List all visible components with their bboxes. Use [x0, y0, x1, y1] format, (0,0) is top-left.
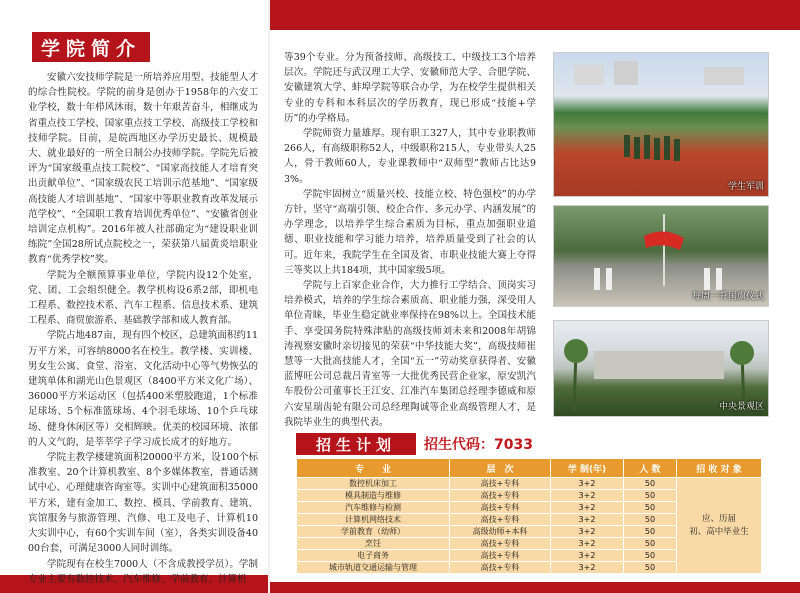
table-row	[297, 478, 762, 490]
military-training-photo	[553, 52, 769, 197]
quota-cell: 50	[624, 526, 677, 538]
column-header: 层 次	[450, 459, 551, 478]
intro-paragraph: 学院占地487亩，现有四个校区，总建筑面积约11万平方米，可容纳8000名在校生。教学楼、实训楼、男女生公寓、食堂、浴室、文化活动中心等气势恢弘的建筑单体和湖光山色景观区（8400平方米文化广场）、36000平方米运动区（包括400米塑胶跑道，1个标准足球场、5个标准篮球场、4个羽毛球场、10个乒乓球场、健身休闲区等）交相辉映。优美的校园环境、浓郁的人文气韵，是莘莘学子学习成长成才的好地方。	[28, 330, 258, 448]
quota-cell: 50	[624, 514, 677, 526]
target-line: 初、高中毕业生	[689, 526, 749, 537]
level-cell: 高技+专科	[450, 562, 551, 574]
major-cell: 汽车维修与检测	[297, 502, 450, 514]
military-training-illustration	[554, 53, 768, 196]
admission-plan-table	[296, 458, 762, 574]
target-line: 应、历届	[701, 513, 736, 524]
quota-cell: 50	[624, 550, 677, 562]
duration-cell: 3+2	[551, 526, 624, 538]
duration-cell: 3+2	[551, 502, 624, 514]
intro-text-column	[28, 70, 258, 587]
major-cell: 城市轨道交通运输与管理	[297, 562, 450, 574]
major-cell: 计算机网络技术	[297, 514, 450, 526]
level-cell: 高技+专科	[450, 550, 551, 562]
target-cell	[677, 478, 762, 574]
central-landscape-photo	[553, 320, 769, 417]
duration-cell: 3+2	[551, 562, 624, 574]
quota-cell: 50	[624, 502, 677, 514]
level-cell: 高技+专科	[450, 502, 551, 514]
top-red-band	[270, 0, 800, 30]
major-cell: 模具制造与维修	[297, 490, 450, 502]
plan-heading: 招生计划	[296, 433, 416, 455]
quota-cell: 50	[624, 562, 677, 574]
quota-cell: 50	[624, 478, 677, 490]
photo-caption: 每周一升国旗仪式	[691, 292, 764, 302]
column-header: 人 数	[624, 459, 677, 478]
duration-cell: 3+2	[551, 538, 624, 550]
quota-cell: 50	[624, 538, 677, 550]
column-header: 学 制(年)	[551, 459, 624, 478]
middle-paragraph: 学院师资力量雄厚。现有职工327人，其中专业职教师266人，有高级职称52人，中级职称215人，专业带头人25人，骨干教师60人，专业课教师中“双师型”教师占比达93%。	[284, 128, 536, 185]
duration-cell: 3+2	[551, 490, 624, 502]
flag-ceremony-photo	[553, 205, 769, 307]
intro-paragraph: 学院现有在校生7000人（不含成教授学员）。学制专业主要有数控技术、汽车维修、学前教育、计算机	[28, 558, 258, 585]
fold-divider	[268, 0, 270, 593]
major-cell: 学前教育（幼师）	[297, 526, 450, 538]
column-header: 招 收 对 象	[677, 459, 762, 478]
middle-paragraph: 学院牢固树立“质量兴校、技能立校、特色强校”的办学方针，坚守“高端引领、校企合作、多元办学、内涵发展”的办学理念，以培养学生综合素质为目标，重点加强职业道德、职业技能和学习能力培养，培养质量受到了社会的认可。近年来，我院学生在全国及省、市职业技能大赛上夺得三等奖以上共184项，其中国家级5项。	[284, 188, 536, 276]
duration-cell: 3+2	[551, 514, 624, 526]
level-cell: 高技+专科	[450, 538, 551, 550]
photo-caption: 学生军训	[727, 182, 764, 192]
level-cell: 高技+专科	[450, 514, 551, 526]
major-cell: 电子商务	[297, 550, 450, 562]
intro-paragraph: 学院主教学楼建筑面积20000平方米，设100个标准教室、20个计算机教室、8个多媒体教室，普通话测试中心、心理健康咨询室等。实训中心建筑面积35000平方米，建有金加工、数控、模具、学前教育、建筑、宾馆服务与旅游管理、汽修、电工及电子、计算机10大实训中心，有60个实训车间（室），各类实训设备4000台套，可满足3000人同时训练。	[28, 452, 258, 555]
major-cell: 烹饪	[297, 538, 450, 550]
middle-paragraph: 学院与上百家企业合作，大力推行工学结合、顶岗实习培养模式，培养的学生综合素质高、职业能力强，深受用人单位青睐，毕业生稳定就业率保持在98%以上。全国技术能手、享受国务院特殊津贴的高级技师刘未来和2008年胡锦涛视察安徽时亲切接见的荣获“中华技能大奖”，高级技师崔慧等一大批高技能人才，全国“五一”劳动奖章获得者、安徽蓝博旺公司总裁吕青室等一大批优秀民营企业家，原安凯汽车股份公司董事长王江安、江准汽车集团总经理李德威和原六安星瑞齿轮有限公司总经理陶诚等企业高级管理人才，是我院毕业生的典型代表。	[284, 280, 536, 428]
intro-paragraph: 学院为全额预算事业单位，学院内设12个处室，党、团、工会组织健全。教学机构设6系2部，即机电工程系、数控技术系、汽车工程系、信息技术系、建筑工程系、商贸旅游系、基础教学部和成人教育部。	[28, 269, 258, 327]
major-cell: 数控机床加工	[297, 478, 450, 490]
quota-cell: 50	[624, 490, 677, 502]
middle-paragraph: 等39个专业。分为预备技师、高级技工、中级技工3个培养层次。学院还与武汉理工大学、安徽师范大学、合肥学院、安徽建筑大学、蚌埠学院等联合办学，为在校学生提供相关专业的专科和本科层次的学历教育，现已形成“技能+学历”的办学格局。	[284, 52, 536, 124]
bottom-red-band-right	[270, 582, 800, 593]
level-cell: 高技+专科	[450, 478, 551, 490]
level-cell: 高技+专科	[450, 490, 551, 502]
duration-cell: 3+2	[551, 550, 624, 562]
photo-caption: 中央景观区	[718, 402, 764, 412]
table-header-row	[297, 459, 762, 478]
intro-heading: 学院简介	[32, 32, 150, 62]
column-header: 专 业	[297, 459, 450, 478]
admission-code: 招生代码：7033	[424, 437, 533, 453]
duration-cell: 3+2	[551, 478, 624, 490]
intro-paragraph: 安徽六安技师学院是一所培养应用型、技能型人才的综合性院校。学院的前身是创办于1958年的六安工业学校，数十年栉风沐雨，数十年艰苦奋斗，相继成为省重点技工学校、国家重点技工学校、高级技工学校和技师学院。目前，是皖西地区办学历史最长、规模最大、就业最好的一所全日制公办技师学院。学院先后被评为“国家级重点技工院校”、“国家高技能人才培育突出贡献单位”、“国家级农民工培训示范基地”、“国家级高技能人才培训基地”、“国家中等职业教育改革发展示范学校”、“全国职工教育培训优秀单位”、“安徽省创业培训定点机构”。2016年被人社部确定为“建设职业训练院”全国28所试点院校之一，荣获第八届黄炎培职业教育“优秀学校”奖。	[28, 72, 258, 266]
middle-text-column	[284, 50, 536, 430]
level-cell: 高级幼师+本科	[450, 526, 551, 538]
